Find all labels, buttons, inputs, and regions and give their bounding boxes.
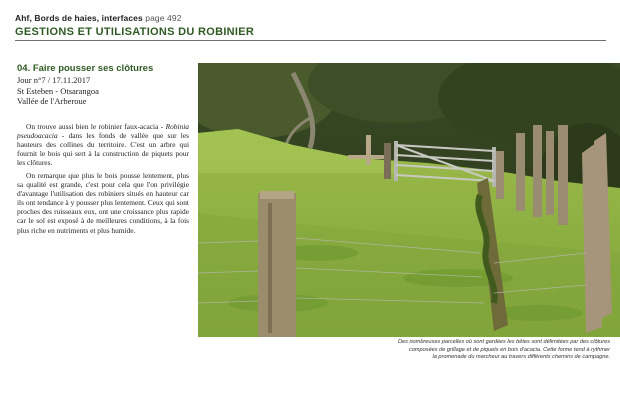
caption-line-3: la promenade du marcheur au travers différents chemins de campagne. — [432, 354, 610, 361]
page-title: GESTIONS ET UTILISATIONS DU ROBINIER — [15, 26, 255, 38]
caption-line-2: composées de grillage et de piquets en bois d'acacia. Cette forme tend à rythmer — [408, 346, 610, 353]
paragraph-1 — [17, 122, 189, 167]
header-divider — [15, 40, 606, 41]
page-reference: page 492 — [145, 13, 182, 23]
paragraph-2: On remarque que plus le bois pousse lentement, plus sa qualité est grande, c'est pour cela que l'on privilégie d'avantage l'utilisation des robiniers situés en hauteur car ils ont tendance à y pousser plus lentement. Ceux qui sont proches des ruisseaux eux, ont une croissance plus rapide car le sol est exposé à de meilleures conditions, à la fois plus riche en nutriments et plus humide. — [17, 170, 189, 235]
section-kicker — [15, 12, 605, 24]
entry-date: Jour n°7 / 17.11.2017 — [17, 75, 91, 85]
page-header — [15, 12, 605, 39]
section-label: Ahf, Bords de haies, interfaces — [15, 13, 143, 23]
p1-rest: - dans les fonds de vallée que sur les hauteurs des collines du territoire. C'est un arbre qui fournit le bois qui sert à la construction de piquets pour les clôtures. — [17, 130, 189, 167]
caption-line-1: Des nombreuses parcelles où sont gardées les bêtes sont délimitées par des clôtures — [397, 339, 610, 345]
photo-caption — [198, 339, 610, 362]
entry-place: St Esteben - Otsarangoa — [17, 85, 99, 96]
species-name: Robinia pseudoacacia — [17, 121, 189, 140]
entry-valley: Vallée de l'Arberoue — [17, 96, 87, 106]
fence-meadow-illustration — [198, 63, 620, 337]
entry-title: 04. Faire pousser ses clôtures — [17, 63, 154, 74]
text-column — [17, 63, 189, 239]
landscape-photo — [198, 63, 620, 337]
body-text — [17, 122, 189, 235]
p1-intro: On trouve aussi bien le robinier faux-acacia - — [26, 121, 166, 131]
